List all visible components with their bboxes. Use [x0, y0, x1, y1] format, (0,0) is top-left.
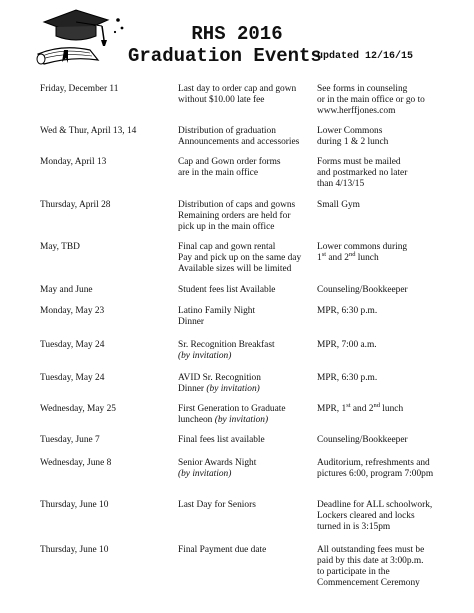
event-description-line: Announcements and accessories	[178, 137, 300, 147]
event-location-line: See forms in counseling	[317, 84, 408, 94]
event-location-line: during 1 & 2 lunch	[317, 137, 389, 147]
event-location-line: turned in is 3:15pm	[317, 522, 391, 532]
event-location-line: Lockers cleared and locks	[317, 511, 415, 521]
event-description-line: are in the main office	[178, 168, 258, 178]
page-title: RHS 2016	[191, 23, 283, 45]
event-location-line: All outstanding fees must be	[317, 545, 425, 555]
event-date: Tuesday, June 7	[40, 435, 100, 445]
event-location-line: Counseling/Bookkeeper	[317, 285, 408, 295]
event-location	[317, 306, 377, 317]
event-description-line: Last Day for Seniors	[178, 500, 256, 510]
event-location	[317, 285, 408, 296]
event-location-line: Commencement Ceremony	[317, 578, 420, 588]
event-location	[317, 200, 360, 211]
event-location	[317, 84, 425, 117]
event-location-line: MPR, 6:30 p.m.	[317, 373, 378, 383]
event-description	[178, 500, 256, 511]
event-description-line: Final cap and gown rental	[178, 242, 276, 252]
event-date: Wednesday, June 8	[40, 458, 112, 468]
event-description-line: Dinner (by invitation)	[178, 384, 260, 394]
event-date: Friday, December 11	[40, 84, 119, 94]
event-description-line: Sr. Recognition Breakfast	[178, 340, 275, 350]
event-location	[317, 157, 407, 190]
event-location-line: Auditorium, refreshments and	[317, 458, 430, 468]
page-subtitle: Graduation Events	[128, 45, 322, 67]
event-location	[317, 373, 377, 384]
event-description-line: Student fees list Available	[178, 285, 276, 295]
event-location	[317, 545, 424, 589]
event-date: Wed & Thur, April 13, 14	[40, 126, 137, 136]
event-description-line: Latino Family Night	[178, 306, 256, 316]
event-location-line: MPR, 1st and 2nd lunch	[317, 401, 404, 414]
event-location-line: to participate in the	[317, 567, 390, 577]
event-description	[178, 435, 265, 446]
event-note: (by invitation)	[178, 351, 232, 361]
event-description-line: Final fees list available	[178, 435, 265, 445]
event-description-line: Final Payment due date	[178, 545, 267, 555]
event-date: May, TBD	[40, 242, 80, 252]
event-date: Monday, April 13	[40, 157, 107, 167]
event-location-line: or in the main office or go to	[317, 95, 425, 105]
event-description-line: Senior Awards Night	[178, 458, 257, 468]
event-location-line: and postmarked no later	[317, 168, 408, 178]
event-description-line: Pay and pick up on the same day	[178, 253, 302, 263]
event-description	[178, 306, 255, 328]
event-description	[178, 545, 266, 556]
event-location	[317, 500, 432, 533]
event-location-line: Forms must be mailed	[317, 157, 401, 167]
event-location	[317, 126, 388, 148]
updated-date: updated 12/16/15	[317, 51, 414, 62]
event-location-line: than 4/13/15	[317, 179, 365, 189]
event-location-line: www.herffjones.com	[317, 106, 396, 116]
event-description-line: First Generation to Graduate	[178, 404, 286, 414]
event-location-line: MPR, 6:30 p.m.	[317, 306, 378, 316]
event-description-line: Dinner	[178, 317, 205, 327]
event-location-line: Lower commons during	[317, 242, 408, 252]
event-description-line: Distribution of caps and gowns	[178, 200, 296, 210]
event-location-line: 1st and 2nd lunch	[317, 250, 379, 263]
event-description-line: Last day to order cap and gown	[178, 84, 297, 94]
event-date: Tuesday, May 24	[40, 373, 105, 383]
event-description	[178, 458, 256, 480]
event-description	[178, 373, 261, 395]
event-location-line: Lower Commons	[317, 126, 383, 136]
event-location-line: paid by this date at 3:00p.m.	[317, 556, 424, 566]
event-description-line: Cap and Gown order forms	[178, 157, 281, 167]
event-location-line: Small Gym	[317, 200, 360, 210]
event-date: Thursday, April 28	[40, 200, 111, 210]
event-date: Monday, May 23	[40, 306, 105, 316]
event-location-line: Counseling/Bookkeeper	[317, 435, 408, 445]
event-description	[178, 404, 286, 426]
event-date: Tuesday, May 24	[40, 340, 105, 350]
event-description	[178, 340, 275, 362]
event-note: (by invitation)	[178, 469, 232, 479]
event-description	[178, 285, 275, 296]
event-date: Thursday, June 10	[40, 500, 109, 510]
event-date: May and June	[40, 285, 93, 295]
event-description-line: AVID Sr. Recognition	[178, 373, 261, 383]
event-date: Wednesday, May 25	[40, 404, 116, 414]
event-location-line: MPR, 7:00 a.m.	[317, 340, 377, 350]
event-description	[178, 242, 301, 275]
event-location	[317, 340, 377, 351]
event-date: Thursday, June 10	[40, 545, 109, 555]
event-note: (by invitation)	[206, 384, 260, 394]
event-description	[178, 126, 299, 148]
event-location-line: Deadline for ALL schoolwork,	[317, 500, 433, 510]
event-note: (by invitation)	[214, 415, 269, 425]
event-location	[317, 435, 408, 446]
event-description-line: without $10.00 late fee	[178, 95, 265, 105]
event-location	[317, 401, 404, 415]
event-description	[178, 200, 295, 233]
event-description-line: pick up in the main office	[178, 222, 275, 232]
event-description	[178, 157, 281, 179]
event-description-line: Remaining orders are held for	[178, 211, 291, 221]
event-location-line: pictures 6:00, program 7:00pm	[317, 469, 434, 479]
event-description	[178, 84, 296, 106]
event-location	[317, 458, 433, 480]
event-description-line: Available sizes will be limited	[178, 264, 292, 274]
event-description-line: luncheon (by invitation)	[178, 415, 269, 425]
event-location	[317, 242, 407, 264]
event-description-line: Distribution of graduation	[178, 126, 276, 136]
